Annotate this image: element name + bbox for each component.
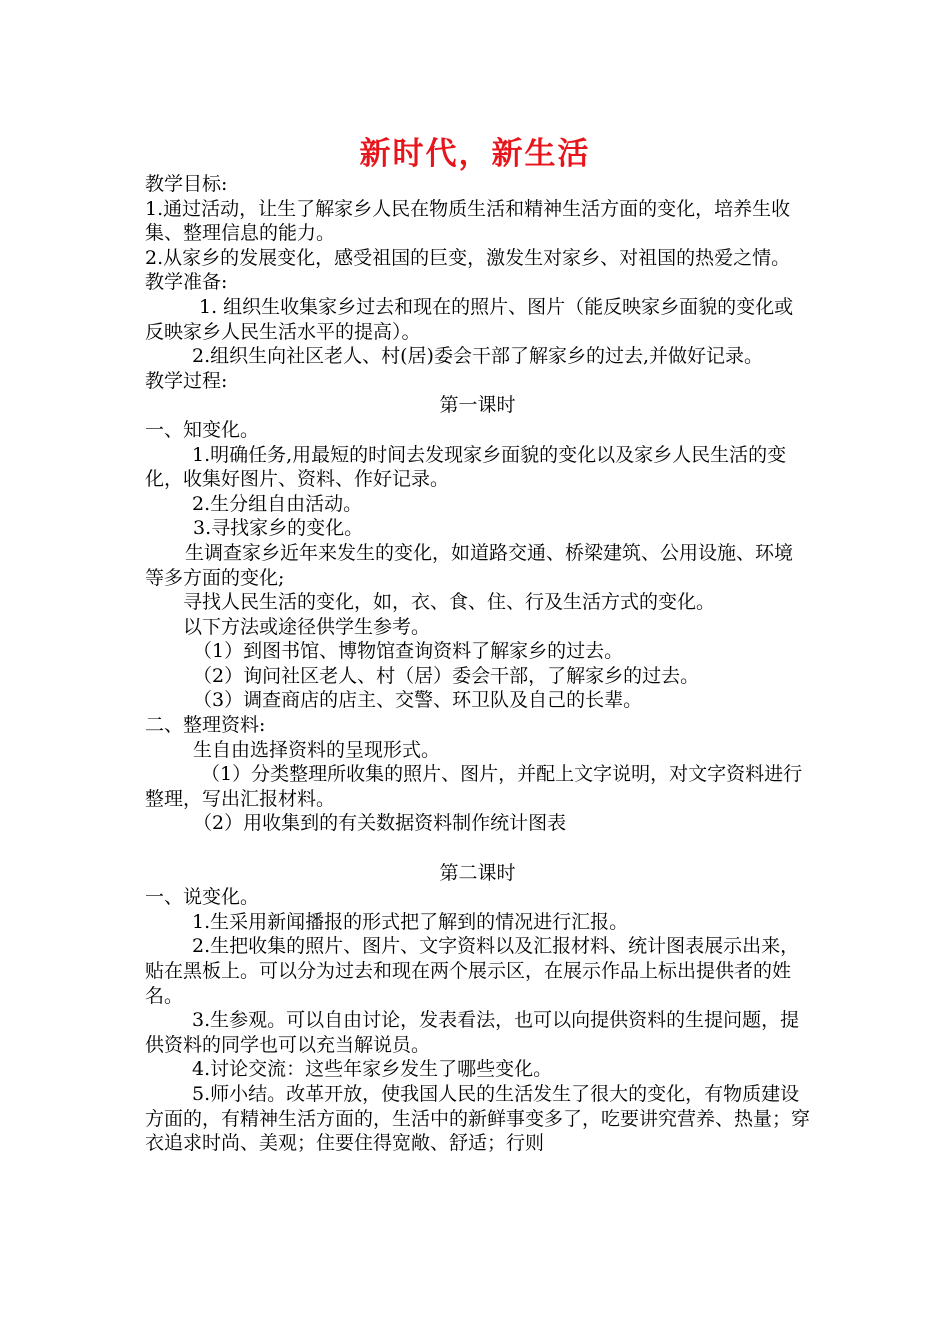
preparation-item: 2.组织生向社区老人、村(居)委会干部了解家乡的过去,并做好记录。 — [192, 345, 763, 368]
objective-item: 1.通过活动，让生了解家乡人民在物质生活和精神生活方面的变化，培养生收集、整理信息的能力。 — [145, 197, 791, 245]
lesson1-section2-item: （2）用收集到的有关数据资料制作统计图表 — [193, 812, 567, 835]
lesson1-heading: 第一课时 — [439, 394, 516, 417]
lesson1-step: 1.明确任务,用最短的时间去发现家乡面貌的变化以及家乡人民生活的变化，收集好图片、资料、作好记录。 — [145, 443, 787, 491]
objectives-heading: 教学目标: — [145, 173, 228, 195]
lesson2-section1-heading: 一、说变化。 — [145, 886, 260, 909]
lesson1-method: （1）到图书馆、博物馆查询资料了解家乡的过去。 — [193, 640, 624, 663]
lesson1-method: （2）询问社区老人、村（居）委会干部，了解家乡的过去。 — [193, 664, 700, 687]
lesson2-step: 5.师小结。改革开放，使我国人民的生活发生了很大的变化，有物质建设方面的，有精神生活方面的，生活中的新鲜事变多了，吃要讲究营养、热量；穿衣追求时尚、美观；住要住得宽敞、舒适；行则 — [145, 1082, 811, 1155]
lesson1-section1-heading: 一、知变化。 — [145, 418, 260, 441]
process-heading: 教学过程: — [145, 369, 228, 392]
lesson1-step: 3.寻找家乡的变化。 — [193, 517, 364, 540]
lesson1-step: 2.生分组自由活动。 — [192, 492, 363, 515]
document-body — [145, 172, 810, 1156]
lesson2-step: 3.生参观。可以自由讨论，发表看法，也可以向提供资料的生提问题，提供资料的同学也可以充当解说员。 — [145, 1009, 800, 1056]
lesson1-methods-intro: 以下方法或途径供学生参考。 — [183, 615, 431, 638]
objective-item: 2.从家乡的发展变化，感受祖国的巨变，激发生对家乡、对祖国的热爱之情。 — [145, 246, 791, 269]
preparation-heading: 教学准备: — [145, 271, 228, 294]
lesson2-step: 2.生把收集的照片、图片、文字资料以及汇报材料、统计图表展示出来，贴在黑板上。可以分为过去和现在两个展示区，在展示作品上标出提供者的姓名。 — [145, 935, 800, 1007]
lesson1-life: 寻找人民生活的变化，如，衣、食、住、行及生活方式的变化。 — [183, 591, 716, 614]
preparation-item: 1. 组织生收集家乡过去和现在的照片、图片（能反映家乡面貌的变化或反映家乡人民生活水平的提高）。 — [145, 295, 794, 343]
lesson1-survey: 生调查家乡近年来发生的变化，如道路交通、桥梁建筑、公用设施、环境等多方面的变化; — [145, 541, 794, 589]
paragraph-gap — [145, 836, 810, 861]
lesson1-section2-intro: 生自由选择资料的呈现形式。 — [193, 738, 441, 761]
lesson1-section2-heading: 二、整理资料: — [145, 714, 266, 737]
lesson2-heading: 第二课时 — [439, 861, 516, 884]
lesson1-section2-item: （1）分类整理所收集的照片、图片，并配上文字说明，对文字资料进行整理，写出汇报材料。 — [145, 763, 803, 810]
lesson2-step: 4.讨论交流：这些年家乡发生了哪些变化。 — [192, 1058, 553, 1081]
lesson2-step: 1.生采用新闻播报的形式把了解到的情况进行汇报。 — [192, 910, 629, 933]
lesson1-method: （3）调查商店的店主、交警、环卫队及自己的长辈。 — [193, 689, 643, 712]
page-title: 新时代，新生活 — [359, 136, 591, 172]
